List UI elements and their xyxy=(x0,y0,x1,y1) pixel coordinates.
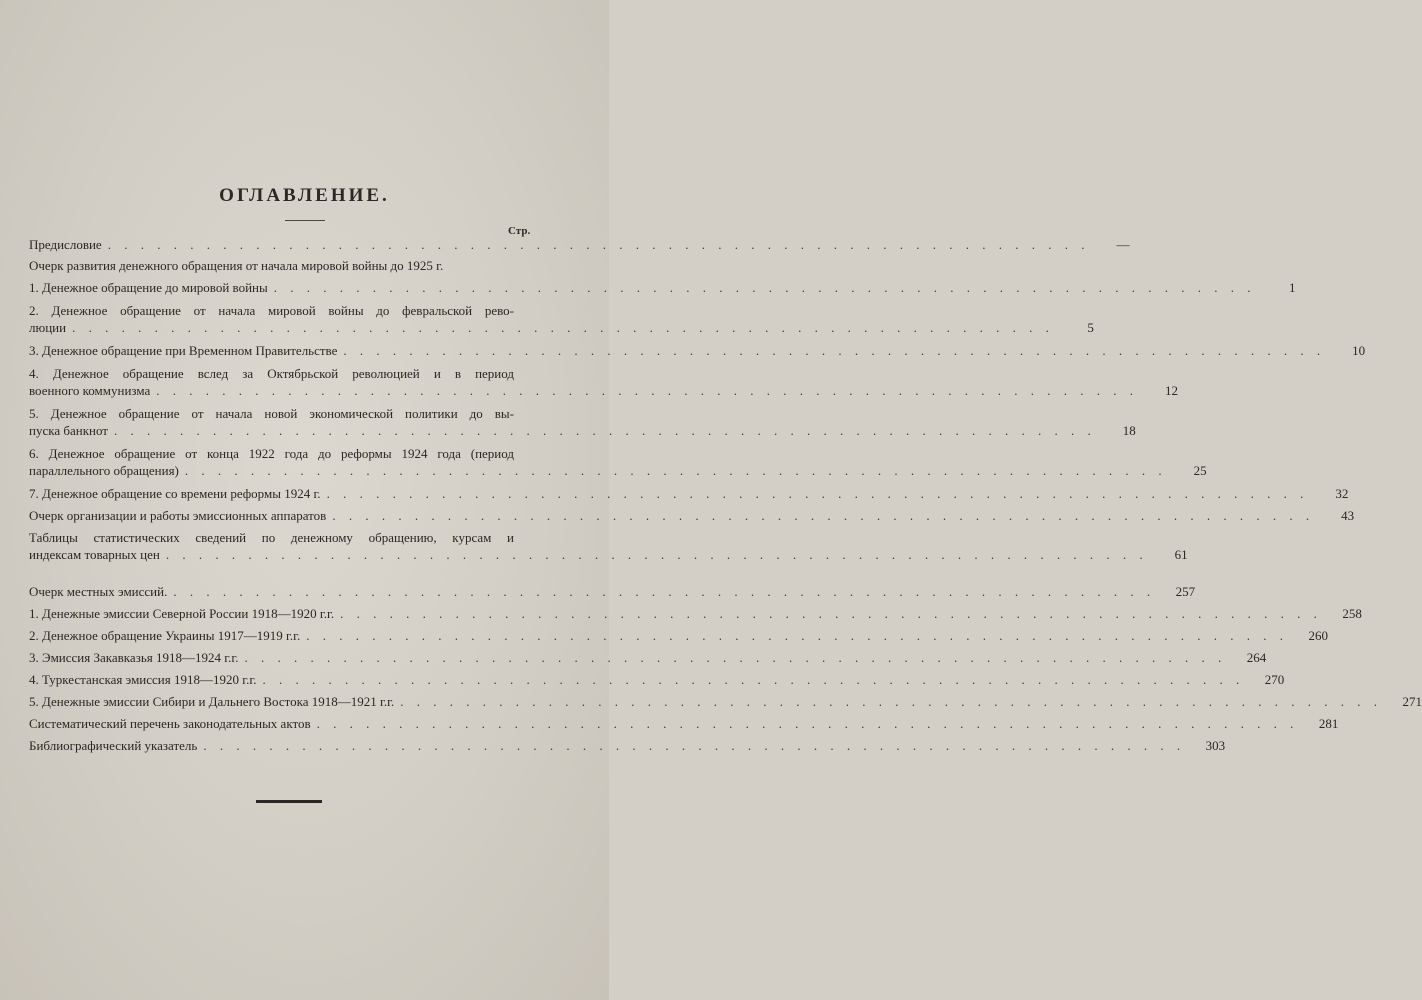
toc-entry-title-line1: 5. Денежное обращение от начала новой экономической политики до вы- xyxy=(29,406,514,421)
end-rule xyxy=(256,800,322,803)
toc-entry xyxy=(29,529,1188,563)
toc-entry xyxy=(29,737,1226,754)
leader-dots: . . . . . . . . . . . . . . . . . . . . . . . . . . . . . . . . . . . . . . . . . . . . . . . . . . . . . . . . . . . . xyxy=(165,547,1148,562)
toc-entry-title: Предисловие xyxy=(29,237,102,252)
toc-entry xyxy=(29,605,1362,622)
page-title: ОГЛАВЛЕНИЕ. xyxy=(219,185,390,206)
toc-page-number: 271 xyxy=(1402,694,1422,709)
leader-dots: . . . . . . . . . . . . . . . . . . . . . . . . . . . . . . . . . . . . . . . . . . . . . . . . . . . . . . . . . . . . xyxy=(340,606,1322,621)
toc-entry xyxy=(29,627,1329,644)
toc-entry xyxy=(29,342,1366,359)
toc-entry xyxy=(29,583,1196,600)
toc-page-number: 43 xyxy=(1341,508,1355,523)
toc-page-number: 18 xyxy=(1122,423,1136,438)
leader-dots: . . . . . . . . . . . . . . . . . . . . . . . . . . . . . . . . . . . . . . . . . . . . . . . . . . . . . . . . . . . . xyxy=(306,628,1289,643)
toc-entry-title-line2: люции xyxy=(29,320,67,335)
toc-entry-title: 3. Денежное обращение при Временном Правительстве xyxy=(29,343,338,358)
toc-entry xyxy=(29,445,1207,479)
toc-page-number: 5 xyxy=(1087,320,1094,335)
leader-dots: . . . . . . . . . . . . . . . . . . . . . . . . . . . . . . . . . . . . . . . . . . . . . . . . . . . . . . . . . . . . xyxy=(273,280,1256,295)
toc-entry-title-line2: параллельного обращения) xyxy=(29,463,179,478)
toc-page-number: 260 xyxy=(1308,628,1329,643)
toc-entry-title-line1: 4. Денежное обращение вслед за Октябрьской революцией и в период xyxy=(29,366,514,381)
toc-entry-title: Очерк организации и работы эмиссионных аппаратов xyxy=(29,508,327,523)
toc-entry-title: 3. Эмиссия Закавказья 1918—1924 г.г. xyxy=(29,650,239,665)
table-of-contents xyxy=(29,236,1422,759)
leader-dots: . . . . . . . . . . . . . . . . . . . . . . . . . . . . . . . . . . . . . . . . . . . . . . . . . . . . . . . . . . . . xyxy=(316,716,1299,731)
leader-dots: . . . . . . . . . . . . . . . . . . . . . . . . . . . . . . . . . . . . . . . . . . . . . . . . . . . . . . . . . . . . xyxy=(343,343,1326,358)
toc-page-number: — xyxy=(1116,237,1130,252)
toc-entry-title-line2: индексам товарных цен xyxy=(29,547,160,562)
leader-dots: . . . . . . . . . . . . . . . . . . . . . . . . . . . . . . . . . . . . . . . . . . . . . . . . . . . . . . . . . . . . xyxy=(72,320,1054,335)
leader-dots: . . . . . . . . . . . . . . . . . . . . . . . . . . . . . . . . . . . . . . . . . . . . . . . . . . . . . . . . . . . . xyxy=(156,383,1139,398)
toc-entry xyxy=(29,405,1136,439)
toc-entry-title-line2: военного коммунизма xyxy=(29,383,151,398)
toc-entry xyxy=(29,671,1285,688)
toc-entry xyxy=(29,693,1422,710)
leader-dots: . . . . . . . . . . . . . . . . . . . . . . . . . . . . . . . . . . . . . . . . . . . . . . . . . . . . . . . . . . . . xyxy=(107,237,1090,252)
toc-entry-title: Библиографический указатель xyxy=(29,738,198,753)
toc-page-number: 257 xyxy=(1175,584,1196,599)
toc-page-number: 12 xyxy=(1165,383,1179,398)
toc-entry xyxy=(29,507,1355,524)
title-rule xyxy=(285,220,325,221)
toc-entry-title: 2. Денежное обращение Украины 1917—1919 г.г. xyxy=(29,628,301,643)
toc-page-number: 25 xyxy=(1193,463,1207,478)
toc-page-number: 10 xyxy=(1352,343,1366,358)
toc-entry-title-line1: 2. Денежное обращение от начала мировой войны до февральской рево- xyxy=(29,303,514,318)
toc-entry xyxy=(29,715,1339,732)
toc-entry-title: Систематический перечень законодательных актов xyxy=(29,716,311,731)
toc-entry-title-line1: Таблицы статистических сведений по денежному обращению, курсам и xyxy=(29,530,514,545)
leader-dots: . . . . . . . . . . . . . . . . . . . . . . . . . . . . . . . . . . . . . . . . . . . . . . . . . . . . . . . . . . . . xyxy=(203,738,1186,753)
toc-entry-title-line2: пуска банкнот xyxy=(29,423,108,438)
toc-entry: Очерк развития денежного обращения от начала мировой войны до 1925 г. xyxy=(29,258,444,273)
toc-entry xyxy=(29,649,1267,666)
toc-page-number: 32 xyxy=(1335,486,1349,501)
leader-dots: . . . . . . . . . . . . . . . . . . . . . . . . . . . . . . . . . . . . . . . . . . . . . . . . . . . . . . . . . . . . xyxy=(332,508,1315,523)
toc-page-number: 281 xyxy=(1318,716,1339,731)
leader-dots: . . . . . . . . . . . . . . . . . . . . . . . . . . . . . . . . . . . . . . . . . . . . . . . . . . . . . . . . . . . . xyxy=(173,584,1156,599)
toc-entry xyxy=(29,365,1179,399)
toc-entry-title: 1. Денежное обращение до мировой войны xyxy=(29,280,268,295)
leader-dots: . . . . . . . . . . . . . . . . . . . . . . . . . . . . . . . . . . . . . . . . . . . . . . . . . . . . . . . . . . . . xyxy=(244,650,1227,665)
toc-entry-title-line1: 6. Денежное обращение от конца 1922 года до реформы 1924 года (период xyxy=(29,446,514,461)
toc-page-number: 264 xyxy=(1246,650,1267,665)
leader-dots: . . . . . . . . . . . . . . . . . . . . . . . . . . . . . . . . . . . . . . . . . . . . . . . . . . . . . . . . . . . . xyxy=(114,423,1096,438)
leader-dots: . . . . . . . . . . . . . . . . . . . . . . . . . . . . . . . . . . . . . . . . . . . . . . . . . . . . . . . . . . . . xyxy=(262,672,1245,687)
toc-page-number: 258 xyxy=(1342,606,1362,621)
toc-entry xyxy=(29,302,1094,336)
leader-dots: . . . . . . . . . . . . . . . . . . . . . . . . . . . . . . . . . . . . . . . . . . . . . . . . . . . . . . . . . . . . xyxy=(400,694,1382,709)
toc-entry xyxy=(29,236,1130,253)
toc-entry xyxy=(29,279,1296,296)
toc-page-number: 1 xyxy=(1289,280,1296,295)
page-column-label: Стр. xyxy=(508,225,531,237)
toc-entry-title: 5. Денежные эмиссии Сибири и Дальнего Востока 1918—1921 г.г. xyxy=(29,694,395,709)
toc-entry-title: Очерк местных эмиссий. xyxy=(29,584,168,599)
toc-entry-title: 1. Денежные эмиссии Северной России 1918—1920 г.г. xyxy=(29,606,335,621)
leader-dots: . . . . . . . . . . . . . . . . . . . . . . . . . . . . . . . . . . . . . . . . . . . . . . . . . . . . . . . . . . . . xyxy=(184,463,1167,478)
toc-page-number: 61 xyxy=(1174,547,1188,562)
leader-dots: . . . . . . . . . . . . . . . . . . . . . . . . . . . . . . . . . . . . . . . . . . . . . . . . . . . . . . . . . . . . xyxy=(326,486,1309,501)
toc-page-number: 270 xyxy=(1264,672,1285,687)
toc-entry xyxy=(29,485,1349,502)
toc-entry-title: 7. Денежное обращение со времени реформы 1924 г. xyxy=(29,486,321,501)
toc-entry-title: 4. Туркестанская эмиссия 1918—1920 г.г. xyxy=(29,672,257,687)
toc-page-number: 303 xyxy=(1205,738,1226,753)
